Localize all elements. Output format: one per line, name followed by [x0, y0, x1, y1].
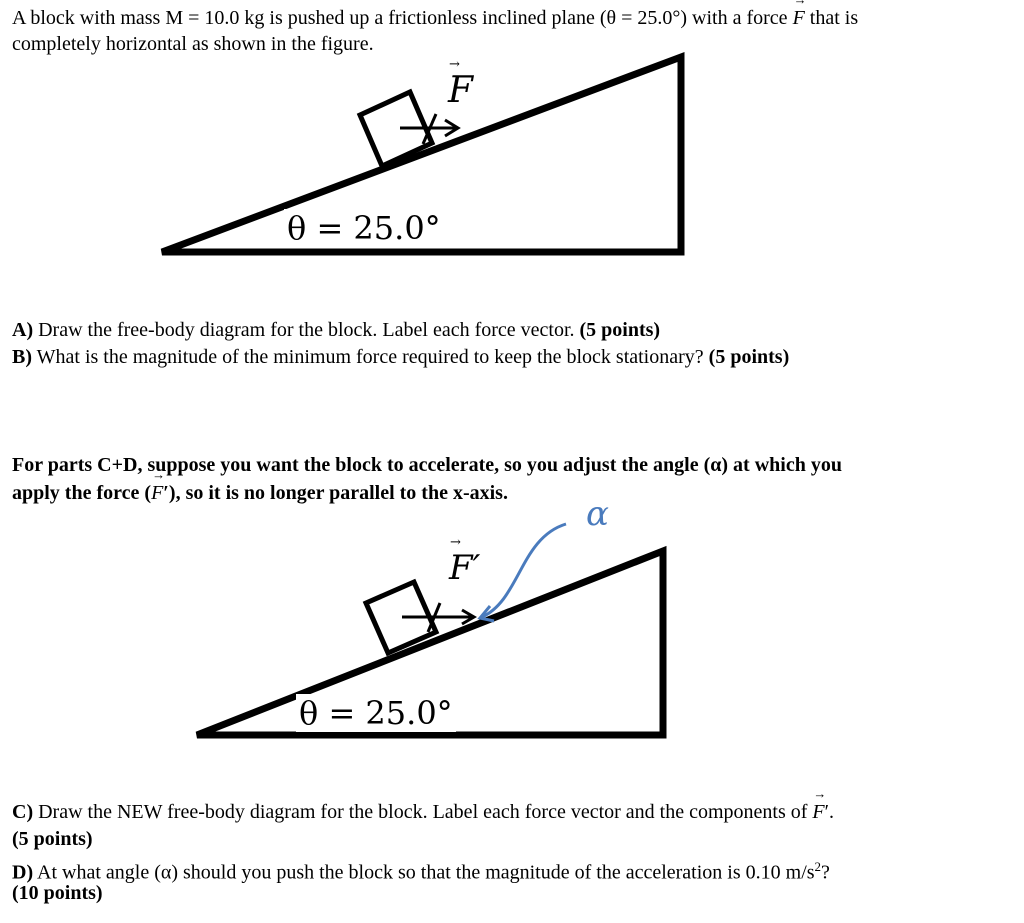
figure-2-force-label [449, 548, 480, 588]
cd-intro-text-a: apply the force ( [12, 482, 152, 504]
intro-text-a: A block with mass M = 10.0 kg is pushed up a frictionless inclined plane (θ = 25.0°) with a force [12, 7, 793, 29]
part-c-force-symbol: → F [812, 799, 824, 826]
part-a [12, 317, 660, 344]
part-b-letter: B) [12, 346, 32, 368]
figure-1-angle-label: θ = 25.0° [284, 209, 444, 247]
figure-2-angle-label: θ = 25.0° [296, 694, 456, 732]
part-d-end: ? [821, 861, 830, 884]
intro-text-b: that is [804, 7, 859, 29]
part-d-text: At what angle (α) should you push the block so that the magnitude of the acceleration is 0.10 m/s [33, 861, 815, 884]
cd-intro-line-1: For parts C+D, suppose you want the block to accelerate, so you adjust the angle (α) at which you [12, 454, 842, 476]
block-2 [366, 582, 436, 653]
figure-2-alpha-label: α [586, 494, 609, 534]
block-1 [360, 92, 432, 166]
alpha-curve-arrow [482, 524, 566, 617]
part-d-points: (10 points) [12, 882, 103, 904]
figure-1-force-label [448, 70, 473, 111]
part-c-text: Draw the NEW free-body diagram for the block. Label each force vector and the components of [33, 801, 813, 823]
force-label-1-text: → F [448, 70, 473, 111]
part-b-text: What is the magnitude of the minimum force required to keep the block stationary? [32, 346, 709, 368]
part-c-end: . [829, 801, 835, 823]
part-a-points: (5 points) [579, 319, 661, 341]
part-c-force-prime: ′ [824, 801, 830, 823]
force-arrow-1-tail [423, 114, 436, 144]
part-c-letter: C) [12, 801, 34, 823]
force-arrow-1-head [445, 120, 458, 136]
part-a-text: Draw the free-body diagram for the block. Label each force vector. [33, 319, 580, 341]
cd-intro-line-2 [12, 480, 508, 507]
alpha-curve-arrow-head [480, 606, 494, 621]
intro-line-1 [12, 5, 858, 32]
cd-force-prime: ′ [163, 482, 169, 504]
part-a-letter: A) [12, 319, 34, 341]
cd-force-symbol: → F [151, 480, 163, 507]
part-c [12, 799, 834, 826]
force-arrow-2-head [462, 610, 474, 624]
part-d-letter: D) [12, 861, 34, 884]
part-b-points: (5 points) [708, 346, 790, 368]
force-label-2-text: → F′ [449, 548, 480, 588]
part-d [12, 853, 830, 887]
cd-intro-text-b: ), so it is no longer parallel to the x-axis. [168, 482, 508, 504]
force-arrow-2-tail [428, 603, 440, 632]
part-b [12, 344, 789, 371]
part-c-points: (5 points) [12, 828, 93, 850]
force-symbol: → F [793, 5, 805, 32]
intro-line-2: completely horizontal as shown in the figure. [12, 33, 374, 55]
part-d-superscript: 2 [814, 859, 822, 874]
